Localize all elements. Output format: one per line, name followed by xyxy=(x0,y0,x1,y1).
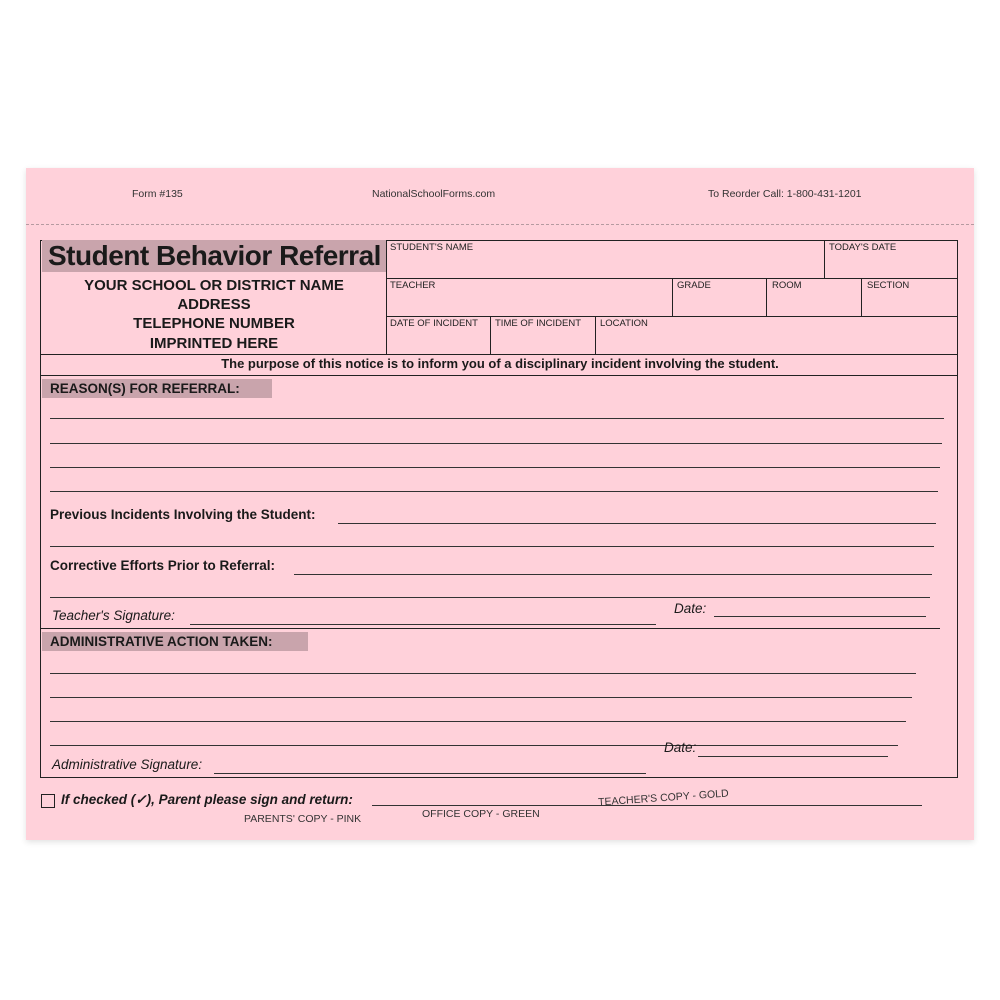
reasons-line-2[interactable] xyxy=(50,443,942,444)
teacher-field[interactable]: TEACHER xyxy=(390,280,436,291)
corrective-efforts-line-2[interactable] xyxy=(50,597,930,598)
admin-line-4[interactable] xyxy=(50,745,898,746)
corrective-efforts-label: Corrective Efforts Prior to Referral: xyxy=(50,558,276,573)
form-number: Form #135 xyxy=(132,188,183,200)
school-address: ADDRESS xyxy=(177,296,251,314)
reasons-line-1[interactable] xyxy=(50,418,944,419)
admin-date-line[interactable] xyxy=(698,756,888,757)
teacher-signature-line[interactable] xyxy=(190,624,656,625)
teachers-copy-label: TEACHER'S COPY - GOLD xyxy=(597,787,730,809)
school-phone: TELEPHONE NUMBER xyxy=(133,315,295,333)
teacher-date-line[interactable] xyxy=(714,616,926,617)
admin-line-3[interactable] xyxy=(50,721,906,722)
parents-copy-label: PARENTS' COPY - PINK xyxy=(244,813,362,825)
school-info xyxy=(42,276,386,353)
imprint-note: IMPRINTED HERE xyxy=(149,334,279,352)
grade-field[interactable]: GRADE xyxy=(677,280,711,291)
purpose-statement: The purpose of this notice is to inform you of a disciplinary incident involving the student. xyxy=(221,356,779,371)
previous-incidents-line-1[interactable] xyxy=(338,523,936,524)
reasons-line-3[interactable] xyxy=(50,467,940,468)
reorder-phone: To Reorder Call: 1-800-431-1201 xyxy=(708,188,862,200)
reasons-line-4[interactable] xyxy=(50,491,938,492)
admin-heading: ADMINISTRATIVE ACTION TAKEN: xyxy=(42,632,308,651)
admin-signature-label: Administrative Signature: xyxy=(52,757,203,772)
parent-return-checkbox[interactable] xyxy=(41,794,55,808)
office-copy-label: OFFICE COPY - GREEN xyxy=(422,808,540,820)
corrective-efforts-line-1[interactable] xyxy=(294,574,932,575)
pink-form-sheet xyxy=(26,168,974,840)
section-field[interactable]: SECTION xyxy=(867,280,910,291)
room-field[interactable]: ROOM xyxy=(772,280,802,291)
grid-col-room xyxy=(766,278,767,316)
grid-col-time xyxy=(490,316,491,354)
date-of-incident-field[interactable]: DATE OF INCIDENT xyxy=(390,318,478,329)
location-field[interactable]: LOCATION xyxy=(600,318,648,329)
perforation-line xyxy=(26,224,974,225)
website: NationalSchoolForms.com xyxy=(372,188,496,200)
grid-row-line-2 xyxy=(386,316,957,317)
admin-line-2[interactable] xyxy=(50,697,912,698)
teacher-signature-label: Teacher's Signature: xyxy=(52,608,175,623)
grid-col-today xyxy=(824,240,825,278)
teacher-date-label: Date: xyxy=(674,601,707,616)
admin-signature-line[interactable] xyxy=(214,773,646,774)
reasons-heading: REASON(S) FOR REFERRAL: xyxy=(42,379,272,398)
grid-col-section xyxy=(861,278,862,316)
grid-col-location xyxy=(595,316,596,354)
body-box xyxy=(40,375,958,778)
form-title: Student Behavior Referral xyxy=(42,240,386,272)
admin-date-label: Date: xyxy=(664,740,697,755)
time-of-incident-field[interactable]: TIME OF INCIDENT xyxy=(495,318,582,329)
admin-line-1[interactable] xyxy=(50,673,916,674)
previous-incidents-line-2[interactable] xyxy=(50,546,934,547)
previous-incidents-label: Previous Incidents Involving the Student: xyxy=(50,507,316,522)
grid-col-grade xyxy=(672,278,673,316)
school-name: YOUR SCHOOL OR DISTRICT NAME xyxy=(84,277,344,294)
header-divider xyxy=(386,240,387,354)
student-name-field[interactable]: STUDENT'S NAME xyxy=(390,242,474,253)
admin-divider xyxy=(40,628,940,629)
todays-date-field[interactable]: TODAY'S DATE xyxy=(829,242,897,253)
parent-check-label: If checked (✓), Parent please sign and return: xyxy=(61,792,353,807)
